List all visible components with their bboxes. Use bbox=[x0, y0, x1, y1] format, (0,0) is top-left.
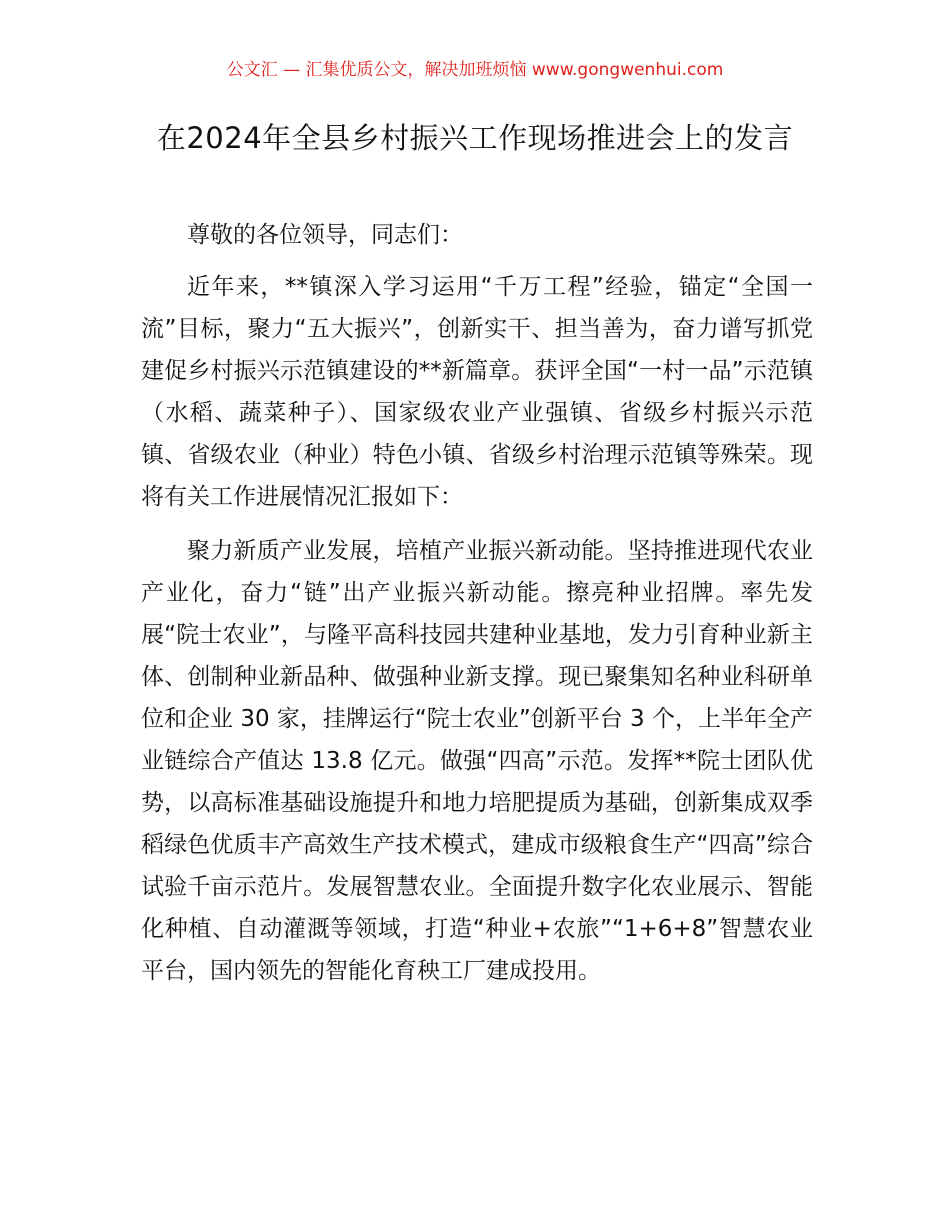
site-banner: 公文汇 — 汇集优质公文，解决加班烦恼 www.gongwenhui.com bbox=[226, 60, 724, 80]
salutation: 尊敬的各位领导，同志们： bbox=[187, 222, 463, 248]
document-body bbox=[141, 214, 813, 1004]
paragraph-intro: 近年来，**镇深入学习运用“千万工程”经验，锚定“全国一流”目标，聚力“五大振兴”，创新实干、担当善为，奋力谱写抓党建促乡村振兴示范镇建设的**新篇章。获评全国“一村一品”示范镇（水稻、蔬菜种子）、国家级农业产业强镇、省级乡村振兴示范镇、省级农业（种业）特色小镇、省级乡村治理示范镇等殊荣。现将有关工作进展情况汇报如下： bbox=[141, 274, 813, 510]
document-title: 在2024年全县乡村振兴工作现场推进会上的发言 bbox=[156, 121, 794, 155]
paragraph-industry: 聚力新质产业发展，培植产业振兴新动能。坚持推进现代农业产业化，奋力“链”出产业振兴新动能。擦亮种业招牌。率先发展“院士农业”，与隆平高科技园共建种业基地，发力引育种业新主体、创制种业新品种、做强种业新支撑。现已聚集知名种业科研单位和企业 30 家，挂牌运行“院士农业”创新平台 3 个，上半年全产业链综合产值达 13.8 亿元。做强“四高”示范。发挥**院士团队优势，以高标准基础设施提升和地力培肥提质为基础，创新集成双季稻绿色优质丰产高效生产技术模式，建成市级粮食生产“四高”综合试验千亩示范片。发展智慧农业。全面提升数字化农业展示、智能化种植、自动灌溉等领域，打造“种业+农旅”“1+6+8”智慧农业平台，国内领先的智能化育秧工厂建成投用。 bbox=[141, 538, 813, 984]
